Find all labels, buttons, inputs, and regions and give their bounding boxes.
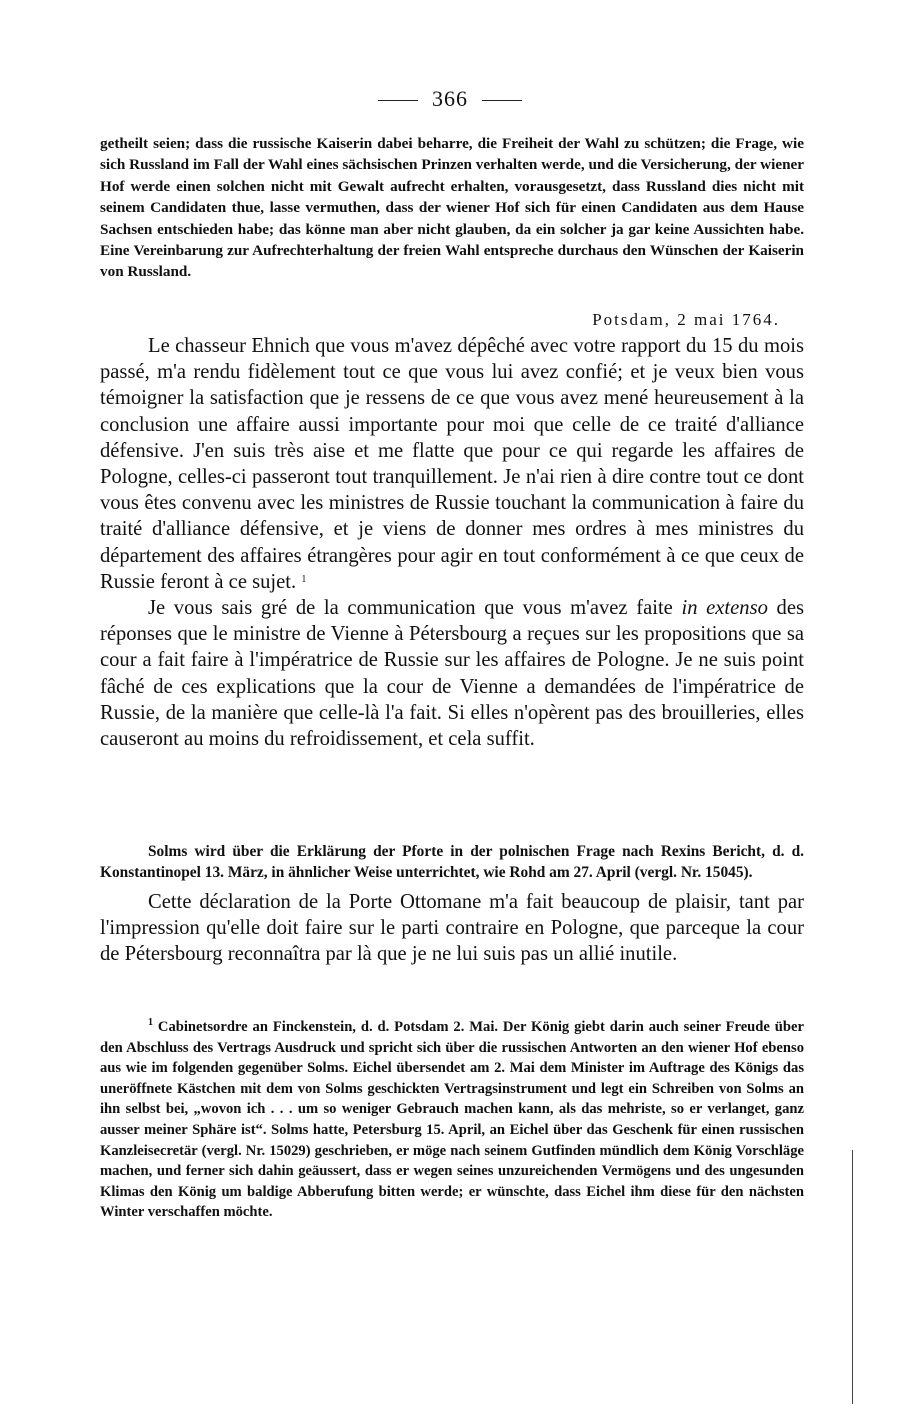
letter-closing <box>100 889 804 968</box>
letter-paragraph-1 <box>100 333 804 595</box>
letter-paragraph-2-rest: des réponses que le ministre de Vienne à Pétersbourg a reçues sur les propositions que sa cour a fait faire à l'impératrice de Russie sur les affaires de Pologne. Je ne suis point fâché de ces explications que la cour de Vienne a demandées de l'impératrice de Russie, de la manière que celle-là l'a fait. Si elles n'opèrent pas des brouilleries, elles causeront au moins du refroidissement, et cela suffit. <box>100 597 804 751</box>
mid-summary <box>100 826 804 899</box>
page-edge-rule <box>852 1150 853 1404</box>
footnote <box>100 1017 804 1223</box>
letter-paragraph-1-text: Le chasseur Ehnich que vous m'avez dépêché avec votre rapport du 15 du mois passé, m'a rendu fidèlement tout ce que vous lui avez confié; et je veux bien vous témoigner la satisfaction que je ressens de ce que vous avez mené heureusement à la conclusion une affaire aussi importante pour moi que celle de ce traité d'alliance défensive. J'en suis très aise et me flatte que pour ce qui regarde les affaires de Pologne, celles-ci passeront tout tranquillement. Je n'ai rien à dire contre tout ce dont vous êtes convenu avec les ministres de Russie touchant la communication à faire du traité d'alliance défensive, et je viens de donner mes ordres à mes ministres du département des affaires étrangères pour agir en tout conformément à ce que ceux de Russie feront à ce sujet. <box>100 335 804 593</box>
top-summary <box>100 133 804 283</box>
letter-paragraph-2 <box>100 595 804 752</box>
page-header <box>0 86 900 112</box>
footnote-mark: 1 <box>148 1017 153 1028</box>
dateline: Potsdam, 2 mai 1764. <box>592 310 780 329</box>
mid-summary-text: Solms wird über die Erklärung der Pforte in der polnischen Frage nach Rexins Bericht, d. d. Konstantinopel 13. März, in ähnlicher Weise unterrichtet, wie Rohd am 27. April (vergl. Nr. 15045). <box>100 843 804 882</box>
page-number: 366 <box>432 86 468 111</box>
header-dash-left <box>378 100 418 101</box>
top-summary-text: getheilt seien; dass die russische Kaiserin dabei beharre, die Freiheit der Wahl zu schützen; die Frage, wie sich Russland im Fall der Wahl eines sächsischen Prinzen verhalten werde, und die Versicherung, der wiener Hof werde einen solchen nicht mit Gewalt aufrecht erhalten, vorausgesetzt, dass Russland dies nicht mit seinem Candidaten thue, lasse vermuthen, dass der wiener Hof sich für einen Candidaten aus dem Hause Sachsen entschieden habe; das könne man aber nicht glauben, da ein solcher ja gar keine Aussichten habe. Eine Vereinbarung zur Aufrechterhaltung der freien Wahl entspreche durchaus den Wünschen der Kaiserin von Russland. <box>100 135 804 281</box>
footnote-paragraph <box>100 1017 804 1223</box>
letter-paragraph-3: Cette déclaration de la Porte Ottomane m'a fait beaucoup de plaisir, tant par l'impression qu'elle doit faire sur le parti contraire en Pologne, que parceque la cour de Pétersbourg reconnaîtra par là que je ne lui suis pas un allié inutile. <box>100 891 804 966</box>
footnote-text: Cabinetsordre an Finckenstein, d. d. Potsdam 2. Mai. Der König giebt darin auch seiner Freude über den Abschluss des Vertrags Ausdruck und spricht sich über die russischen Antworten an den wiener Hof ebenso aus wie im folgenden gegenüber Solms. Eichel übersendet am 2. Mai dem Minister im Auftrage des Königs das uneröffnete Kästchen mit dem von Solms geschickten Vertragsinstrument und legt ein Schreiben von Solms an ihn selbst bei, „wovon ich . . . um so weniger Gebrauch machen kann, als das mehriste, so er verlanget, ganz ausser meiner Sphäre ist“. Solms hatte, Petersburg 15. April, an Eichel über das Geschenk für einen russischen Kanzleisecretär (vergl. Nr. 15029) geschrieben, er möge nach seinem Gutfinden mündlich dem König Vorschläge machen, und ferner sich dahin geäussert, dass er wegen seines unzureichenden Vermögens und des ungesunden Klimas den König um baldige Abberufung bitten werde; er wünschte, dass Eichel ihm diese für den nächsten Winter verschaffen möchte. <box>100 1019 804 1221</box>
letter-paragraph-2-start: Je vous sais gré de la communication que vous m'avez faite <box>148 597 673 620</box>
footnote-reference: 1 <box>301 573 307 585</box>
header-dash-right <box>482 100 522 101</box>
letter-body <box>100 333 804 752</box>
letter-paragraph-2-italic: in extenso <box>681 597 768 620</box>
